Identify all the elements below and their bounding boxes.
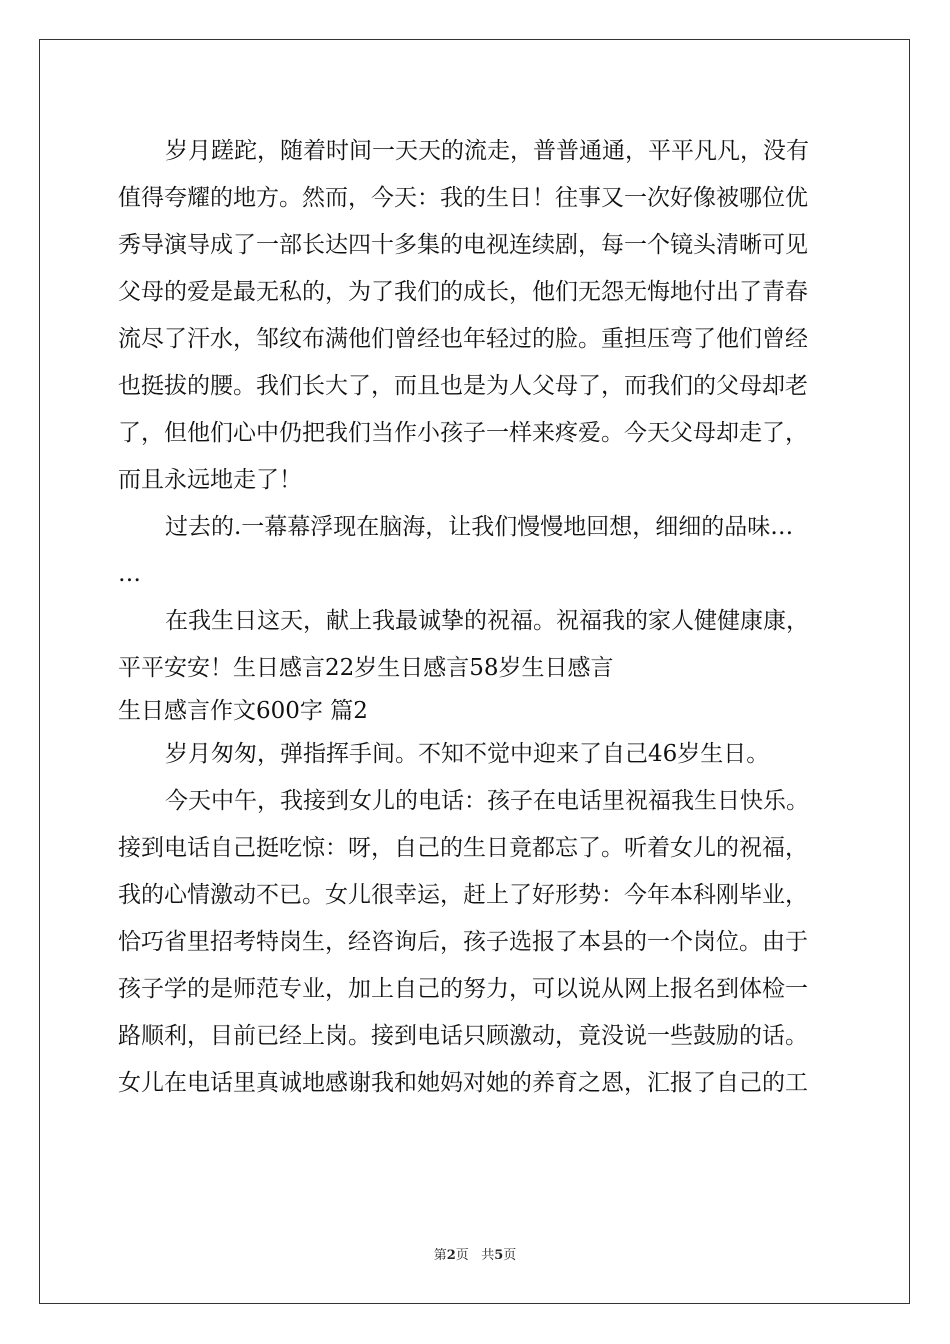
total-page-number: 5	[494, 1248, 504, 1263]
text-line: 路顺利，目前已经上岗。接到电话只顾激动，竟没说一些鼓励的话。	[118, 1023, 808, 1049]
current-page-number: 2	[446, 1248, 456, 1263]
text-line: 父母的爱是最无私的，为了我们的成长，他们无怨无悔地付出了青春	[118, 279, 808, 305]
page-unit: 页	[455, 1248, 469, 1263]
text-line: 也挺拔的腰。我们长大了，而且也是为人父母了，而我们的父母却老	[118, 373, 808, 399]
total-prefix: 共	[481, 1248, 495, 1263]
text-line: 孩子学的是师范专业，加上自己的努力，可以说从网上报名到体检一	[118, 976, 808, 1002]
text-line: 在我生日这天，献上我最诚挚的祝福。祝福我的家人健健康康，	[165, 608, 809, 634]
text-line: 平平安安！生日感言22岁生日感言58岁生日感言	[118, 655, 614, 681]
text-line: 今天中午，我接到女儿的电话：孩子在电话里祝福我生日快乐。	[165, 788, 809, 814]
page-footer	[0, 1244, 950, 1263]
text-line: 接到电话自己挺吃惊：呀，自己的生日竟都忘了。听着女儿的祝福，	[118, 835, 808, 861]
text-line: …	[118, 561, 141, 587]
text-line: 了，但他们心中仍把我们当作小孩子一样来疼爱。今天父母却走了，	[118, 420, 808, 446]
text-line: 流尽了汗水，邹纹布满他们曾经也年轻过的脸。重担压弯了他们曾经	[118, 326, 808, 352]
text-line: 岁月匆匆，弹指挥手间。不知不觉中迎来了自己46岁生日。	[165, 741, 770, 767]
text-line: 女儿在电话里真诚地感谢我和她妈对她的养育之恩，汇报了自己的工	[118, 1070, 808, 1096]
text-line: 恰巧省里招考特岗生，经咨询后，孩子选报了本县的一个岗位。由于	[118, 929, 808, 955]
section-heading: 生日感言作文600字 篇2	[118, 698, 368, 724]
text-line: 我的心情激动不已。女儿很幸运，赶上了好形势：今年本科刚毕业，	[118, 882, 808, 908]
text-line: 过去的.一幕幕浮现在脑海，让我们慢慢地回想，细细的品味…	[165, 514, 794, 540]
page-prefix: 第	[433, 1248, 447, 1263]
total-unit: 页	[503, 1248, 517, 1263]
document-body	[118, 128, 834, 1107]
text-line: 岁月蹉跎，随着时间一天天的流走，普普通通，平平凡凡，没有	[165, 138, 809, 164]
text-line: 值得夸耀的地方。然而，今天：我的生日！往事又一次好像被哪位优	[118, 185, 808, 211]
text-line: 而且永远地走了！	[118, 467, 302, 493]
text-line: 秀导演导成了一部长达四十多集的电视连续剧，每一个镜头清晰可见	[118, 232, 808, 258]
